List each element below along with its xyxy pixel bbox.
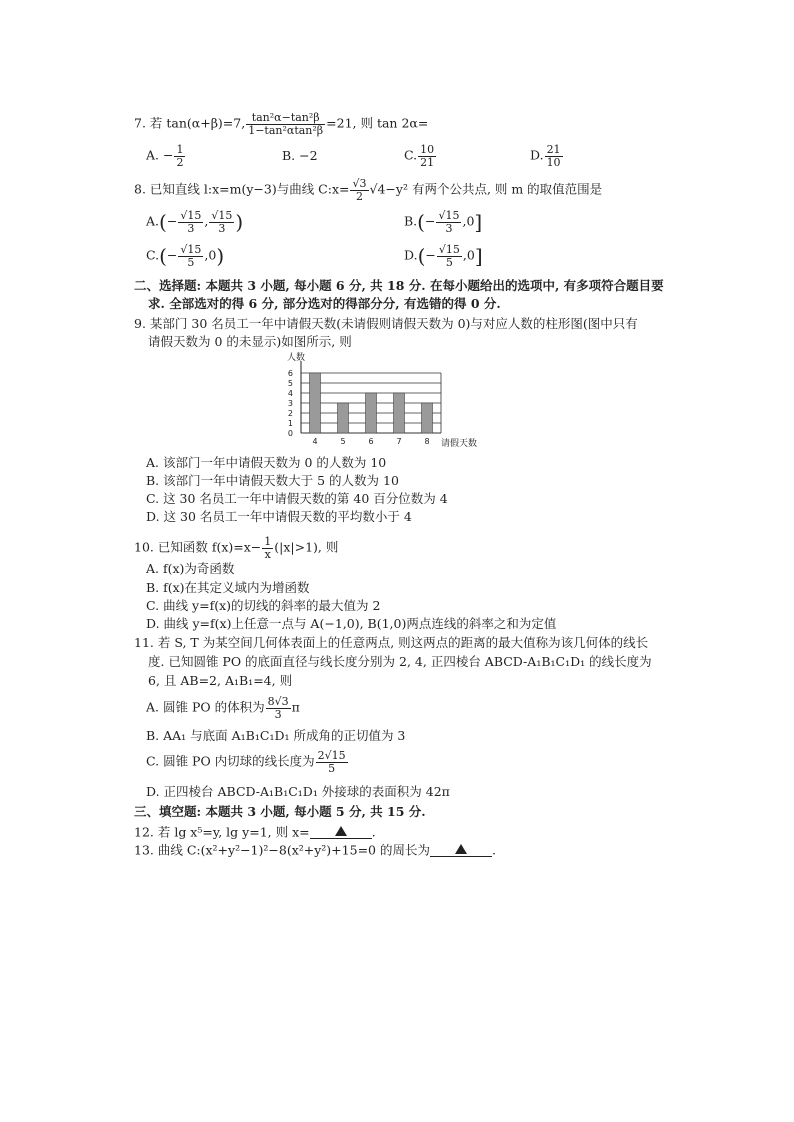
- frac-den: 3: [187, 221, 195, 235]
- x-tick-label: 6: [368, 437, 374, 446]
- q10-tail: (|x|>1), 则: [274, 539, 339, 555]
- q11-option-c: [146, 750, 349, 774]
- frac-den: 5: [445, 255, 453, 269]
- q13-tail: .: [491, 842, 496, 858]
- q8-frac-den: 2: [355, 189, 363, 203]
- q8-fraction: [350, 178, 368, 202]
- frac-num: √15: [438, 243, 460, 256]
- bar: [394, 393, 405, 433]
- q10-option-d: D. 曲线 y=f(x)上任意一点与 A(−1,0), B(1,0)两点连线的斜率之和为定值: [146, 616, 557, 631]
- option-label: C.: [404, 147, 418, 163]
- q10-lead: 10. 已知函数 f(x)=x−: [134, 539, 262, 555]
- option-fraction: [545, 144, 563, 168]
- x-tick-label: 7: [396, 437, 402, 446]
- q12-lead: 12. 若 lg x⁵=y, lg y=1, 则 x=: [134, 824, 310, 840]
- q8-stem: [134, 178, 602, 202]
- option-sign: −: [163, 147, 174, 163]
- option-sep: ,0: [462, 247, 475, 263]
- section3-heading: 三、填空题: 本题共 3 小题, 每小题 5 分, 共 15 分.: [134, 804, 426, 819]
- option-sep: ,: [204, 213, 209, 229]
- option-label: A.: [146, 213, 160, 229]
- q8-option-b: [404, 210, 482, 234]
- frac-num: √15: [438, 209, 460, 222]
- open-paren: (: [159, 244, 167, 269]
- frac-den: x: [264, 547, 271, 561]
- bar: [422, 403, 433, 433]
- option-fraction: [437, 244, 462, 268]
- y-tick-label: 5: [287, 379, 293, 388]
- section2-line1: 二、选择题: 本题共 3 小题, 每小题 6 分, 共 18 分. 在每小题给出的选项中, 有多项符合题目要: [134, 278, 664, 293]
- frac-num: √15: [211, 209, 233, 222]
- bar: [310, 373, 321, 433]
- y-tick-label: 2: [287, 409, 293, 418]
- q11-line2: 度. 已知圆锥 PO 的底面直径与线长度分别为 2, 4, 正四棱台 ABCD-A₁B₁C₁D₁ 的线长度为: [148, 654, 652, 669]
- frac-num: 10: [420, 143, 435, 156]
- chart-xlabel: 请假天数: [441, 439, 478, 449]
- frac-num: 8√3: [267, 695, 289, 708]
- q11-option-a: [146, 696, 300, 720]
- bar: [338, 403, 349, 433]
- q9-line1: 9. 某部门 30 名员工一年中请假天数(未请假则请假天数为 0)与对应人数的柱形图(图中只有: [134, 316, 638, 331]
- frac-num: √15: [180, 209, 202, 222]
- q8-frac-num: √3: [352, 177, 367, 190]
- q10-fraction: [262, 536, 273, 560]
- triangle-icon: [335, 826, 347, 836]
- option-label: C.: [146, 247, 160, 263]
- q7-tail: =21, 则 tan 2α=: [326, 115, 429, 131]
- q10-option-c: C. 曲线 y=f(x)的切线的斜率的最大值为 2: [146, 598, 381, 613]
- q9-option-d: D. 这 30 名员工一年中请假天数的平均数小于 4: [146, 509, 412, 524]
- close-paren: ): [216, 244, 225, 269]
- option-label: D.: [530, 147, 544, 163]
- option-sep: ,0: [462, 213, 475, 229]
- q7-option-c: [404, 144, 437, 168]
- y-tick-label: 0: [287, 429, 293, 438]
- y-tick-label: 4: [287, 389, 293, 398]
- open-paren: (: [417, 244, 426, 269]
- frac-num: √15: [180, 243, 202, 256]
- open-paren: (: [159, 210, 167, 235]
- chart-ticks: [288, 369, 430, 446]
- x-tick-label: 4: [312, 437, 318, 446]
- x-tick-label: 5: [340, 437, 346, 446]
- q9-line2: 请假天数为 0 的未显示)如图所示, 则: [148, 334, 352, 349]
- y-tick-label: 1: [287, 419, 293, 428]
- q7-option-a: [146, 144, 186, 168]
- x-tick-label: 8: [424, 437, 430, 446]
- option-sign: −: [166, 247, 178, 263]
- q8-option-a: [146, 210, 243, 234]
- q7-stem: [134, 112, 428, 136]
- option-fraction: [316, 750, 348, 774]
- frac-num: 1: [176, 143, 184, 156]
- q11-option-d: D. 正四棱台 ABCD-A₁B₁C₁D₁ 外接球的表面积为 42π: [146, 784, 450, 799]
- q12-stem: [134, 824, 376, 839]
- option-tail: π: [291, 699, 300, 715]
- frac-num: 1: [264, 535, 272, 548]
- option-fraction: [436, 210, 461, 234]
- q9-option-a: A. 该部门一年中请假天数为 0 的人数为 10: [146, 455, 387, 470]
- q11-line1: 11. 若 S, T 为某空间几何体表面上的任意两点, 则这两点的距离的最大值称为该几何体的线长: [134, 635, 649, 650]
- q13-answer-blank[interactable]: [430, 842, 492, 857]
- q12-tail: .: [371, 824, 376, 840]
- option-sign: −: [166, 213, 178, 229]
- q9-option-b: B. 该部门一年中请假天数大于 5 的人数为 10: [146, 473, 399, 488]
- frac-den: 5: [328, 761, 336, 775]
- option-sep: ,0: [204, 247, 217, 263]
- q8-option-c: [146, 244, 224, 268]
- option-label: B.: [282, 148, 296, 163]
- option-fraction: [418, 144, 436, 168]
- q8-option-d: [404, 244, 483, 268]
- q13-stem: [134, 842, 496, 857]
- frac-den: 2: [176, 155, 184, 169]
- triangle-icon: [455, 844, 467, 854]
- y-tick-label: 3: [287, 399, 293, 408]
- q11-option-b: B. AA₁ 与底面 A₁B₁C₁D₁ 所成角的正切值为 3: [146, 728, 406, 743]
- q12-answer-blank[interactable]: [310, 824, 372, 839]
- q8-lead: 8. 已知直线 l:x=m(y−3)与曲线 C:x=: [134, 181, 350, 197]
- q7-frac-num: tan²α−tan²β: [246, 112, 325, 125]
- frac-num: 2√15: [317, 749, 346, 762]
- q7-frac-den: 1−tan²αtan²β: [248, 123, 324, 137]
- y-tick-label: 6: [287, 369, 293, 378]
- frac-den: 5: [187, 255, 195, 269]
- q8-tail: √4−y² 有两个公共点, 则 m 的取值范围是: [369, 181, 603, 197]
- q7-option-b: [282, 150, 318, 163]
- option-fraction: [178, 244, 203, 268]
- q7-option-d: [530, 144, 564, 168]
- q7-fraction: [246, 112, 325, 136]
- bar: [366, 393, 377, 433]
- section2-line2: 求. 全部选对的得 6 分, 部分选对的得部分分, 有选错的得 0 分.: [148, 296, 501, 311]
- frac-den: 10: [546, 155, 561, 169]
- option-lead: A. 圆锥 PO 的体积为: [146, 699, 265, 715]
- option-sign: −: [424, 213, 436, 229]
- open-paren: (: [417, 210, 425, 235]
- option-fraction: [266, 696, 291, 720]
- option-sign: −: [425, 247, 436, 263]
- close-paren: ]: [474, 244, 483, 269]
- option-fraction-2: [209, 210, 234, 234]
- close-paren: ]: [474, 210, 483, 235]
- frac-den: 3: [445, 221, 453, 235]
- frac-den: 3: [218, 221, 226, 235]
- q10-option-b: B. f(x)在其定义域内为增函数: [146, 580, 310, 595]
- option-label: B.: [404, 213, 418, 229]
- q7-lead: 7. 若 tan(α+β)=7,: [134, 115, 246, 131]
- chart-ylabel: 人数: [287, 353, 306, 363]
- bar-chart: [265, 350, 495, 450]
- option-fraction: [174, 144, 185, 168]
- q11-line3: 6, 且 AB=2, A₁B₁=4, 则: [148, 673, 293, 688]
- option-text: −2: [299, 148, 318, 163]
- q10-stem: [134, 536, 338, 560]
- q13-lead: 13. 曲线 C:(x²+y²−1)²−8(x²+y²)+15=0 的周长为: [134, 842, 430, 858]
- q10-option-a: A. f(x)为奇函数: [146, 561, 235, 576]
- option-label: A.: [146, 147, 160, 163]
- frac-den: 21: [420, 155, 435, 169]
- frac-num: 21: [546, 143, 561, 156]
- option-label: D.: [404, 247, 418, 263]
- option-fraction: [178, 210, 203, 234]
- option-lead: C. 圆锥 PO 内切球的线长度为: [146, 753, 315, 769]
- close-paren: ): [235, 210, 244, 235]
- frac-den: 3: [274, 707, 282, 721]
- q9-option-c: C. 这 30 名员工一年中请假天数的第 40 百分位数为 4: [146, 491, 448, 506]
